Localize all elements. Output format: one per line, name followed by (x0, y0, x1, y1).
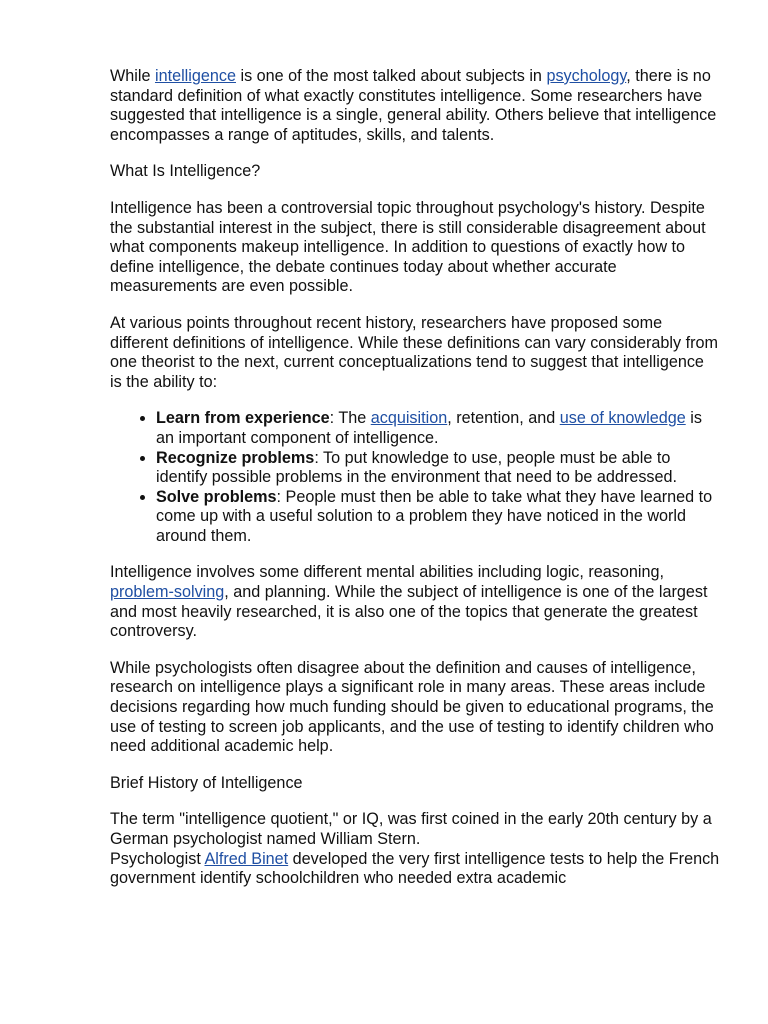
text-span: : The (329, 409, 371, 428)
abilities-list (110, 409, 720, 546)
link-problem-solving[interactable]: problem-solving (110, 583, 225, 602)
link-use-of-knowledge[interactable]: use of knowledge (559, 409, 686, 428)
intro-paragraph (110, 67, 720, 145)
list-item-title: Learn from experience (156, 409, 330, 428)
abilities-paragraph (110, 563, 720, 641)
document-page (110, 67, 720, 906)
list-item (156, 409, 720, 448)
list-item (156, 488, 720, 547)
text-span: is one of the most talked about subjects in (235, 67, 547, 85)
list-item-title: Recognize problems (156, 448, 315, 467)
definitions-paragraph: At various points throughout recent history, researchers have proposed some different definitions of intelligence. While these definitions can vary considerably from one theorist to the next, current conceptualizations tend to suggest that intelligence is the ability to: (110, 313, 718, 391)
heading-brief-history: Brief History of Intelligence (110, 773, 303, 792)
list-item (156, 449, 720, 488)
text-span: Intelligence involves some different mental abilities including logic, reasoning, (110, 563, 664, 582)
list-item-title: Solve problems (156, 487, 277, 506)
controversy-paragraph: Intelligence has been a controversial topic throughout psychology's history. Despite the substantial interest in the subject, there is still considerable disagreement about what components makeup intelligence. In addition to questions of exactly how to define intelligence, the debate continues today about whether accurate measurements are even possible. (110, 198, 706, 296)
history-paragraph (110, 810, 720, 888)
heading-what-is-intelligence: What Is Intelligence? (110, 162, 261, 181)
text-span: Psychologist (110, 849, 205, 868)
link-alfred-binet[interactable]: Alfred Binet (204, 849, 289, 868)
text-span: The term "intelligence quotient," or IQ, was first coined in the early 20th century by a German psychologist named William Stern. (110, 810, 712, 848)
research-paragraph: While psychologists often disagree about the definition and causes of intelligence, research on intelligence plays a significant role in many areas. These areas include decisions regarding how much funding should be given to educational programs, the use of testing to screen job applicants, and the use of testing to identify children who need additional academic help. (110, 658, 714, 756)
link-acquisition[interactable]: acquisition (370, 409, 448, 428)
text-span: , there is no standard definition of what exactly constitutes intelligence. Some researchers have suggested that intelligence is a single, general ability. Others believe that intelligence encompasses a range of aptitudes, skills, and talents. (110, 67, 717, 144)
text-span: While (110, 67, 155, 85)
text-span: : People must then be able to take what they have learned to come up with a useful solution to a problem they have noticed in the world around them. (156, 487, 713, 545)
link-intelligence[interactable]: intelligence (154, 67, 236, 85)
text-span: is an important component of intelligence. (156, 409, 702, 447)
link-psychology[interactable]: psychology (546, 67, 627, 85)
text-span: , retention, and (447, 409, 560, 428)
text-span: developed the very first intelligence tests to help the French government identify schoolchildren who needed extra academic (110, 849, 720, 888)
text-span: , and planning. While the subject of intelligence is one of the largest and most heavily researched, it is also one of the topics that generate the greatest controversy. (110, 583, 708, 641)
text-span: : To put knowledge to use, people must be able to identify possible problems in the environment that need to be addressed. (156, 448, 678, 487)
